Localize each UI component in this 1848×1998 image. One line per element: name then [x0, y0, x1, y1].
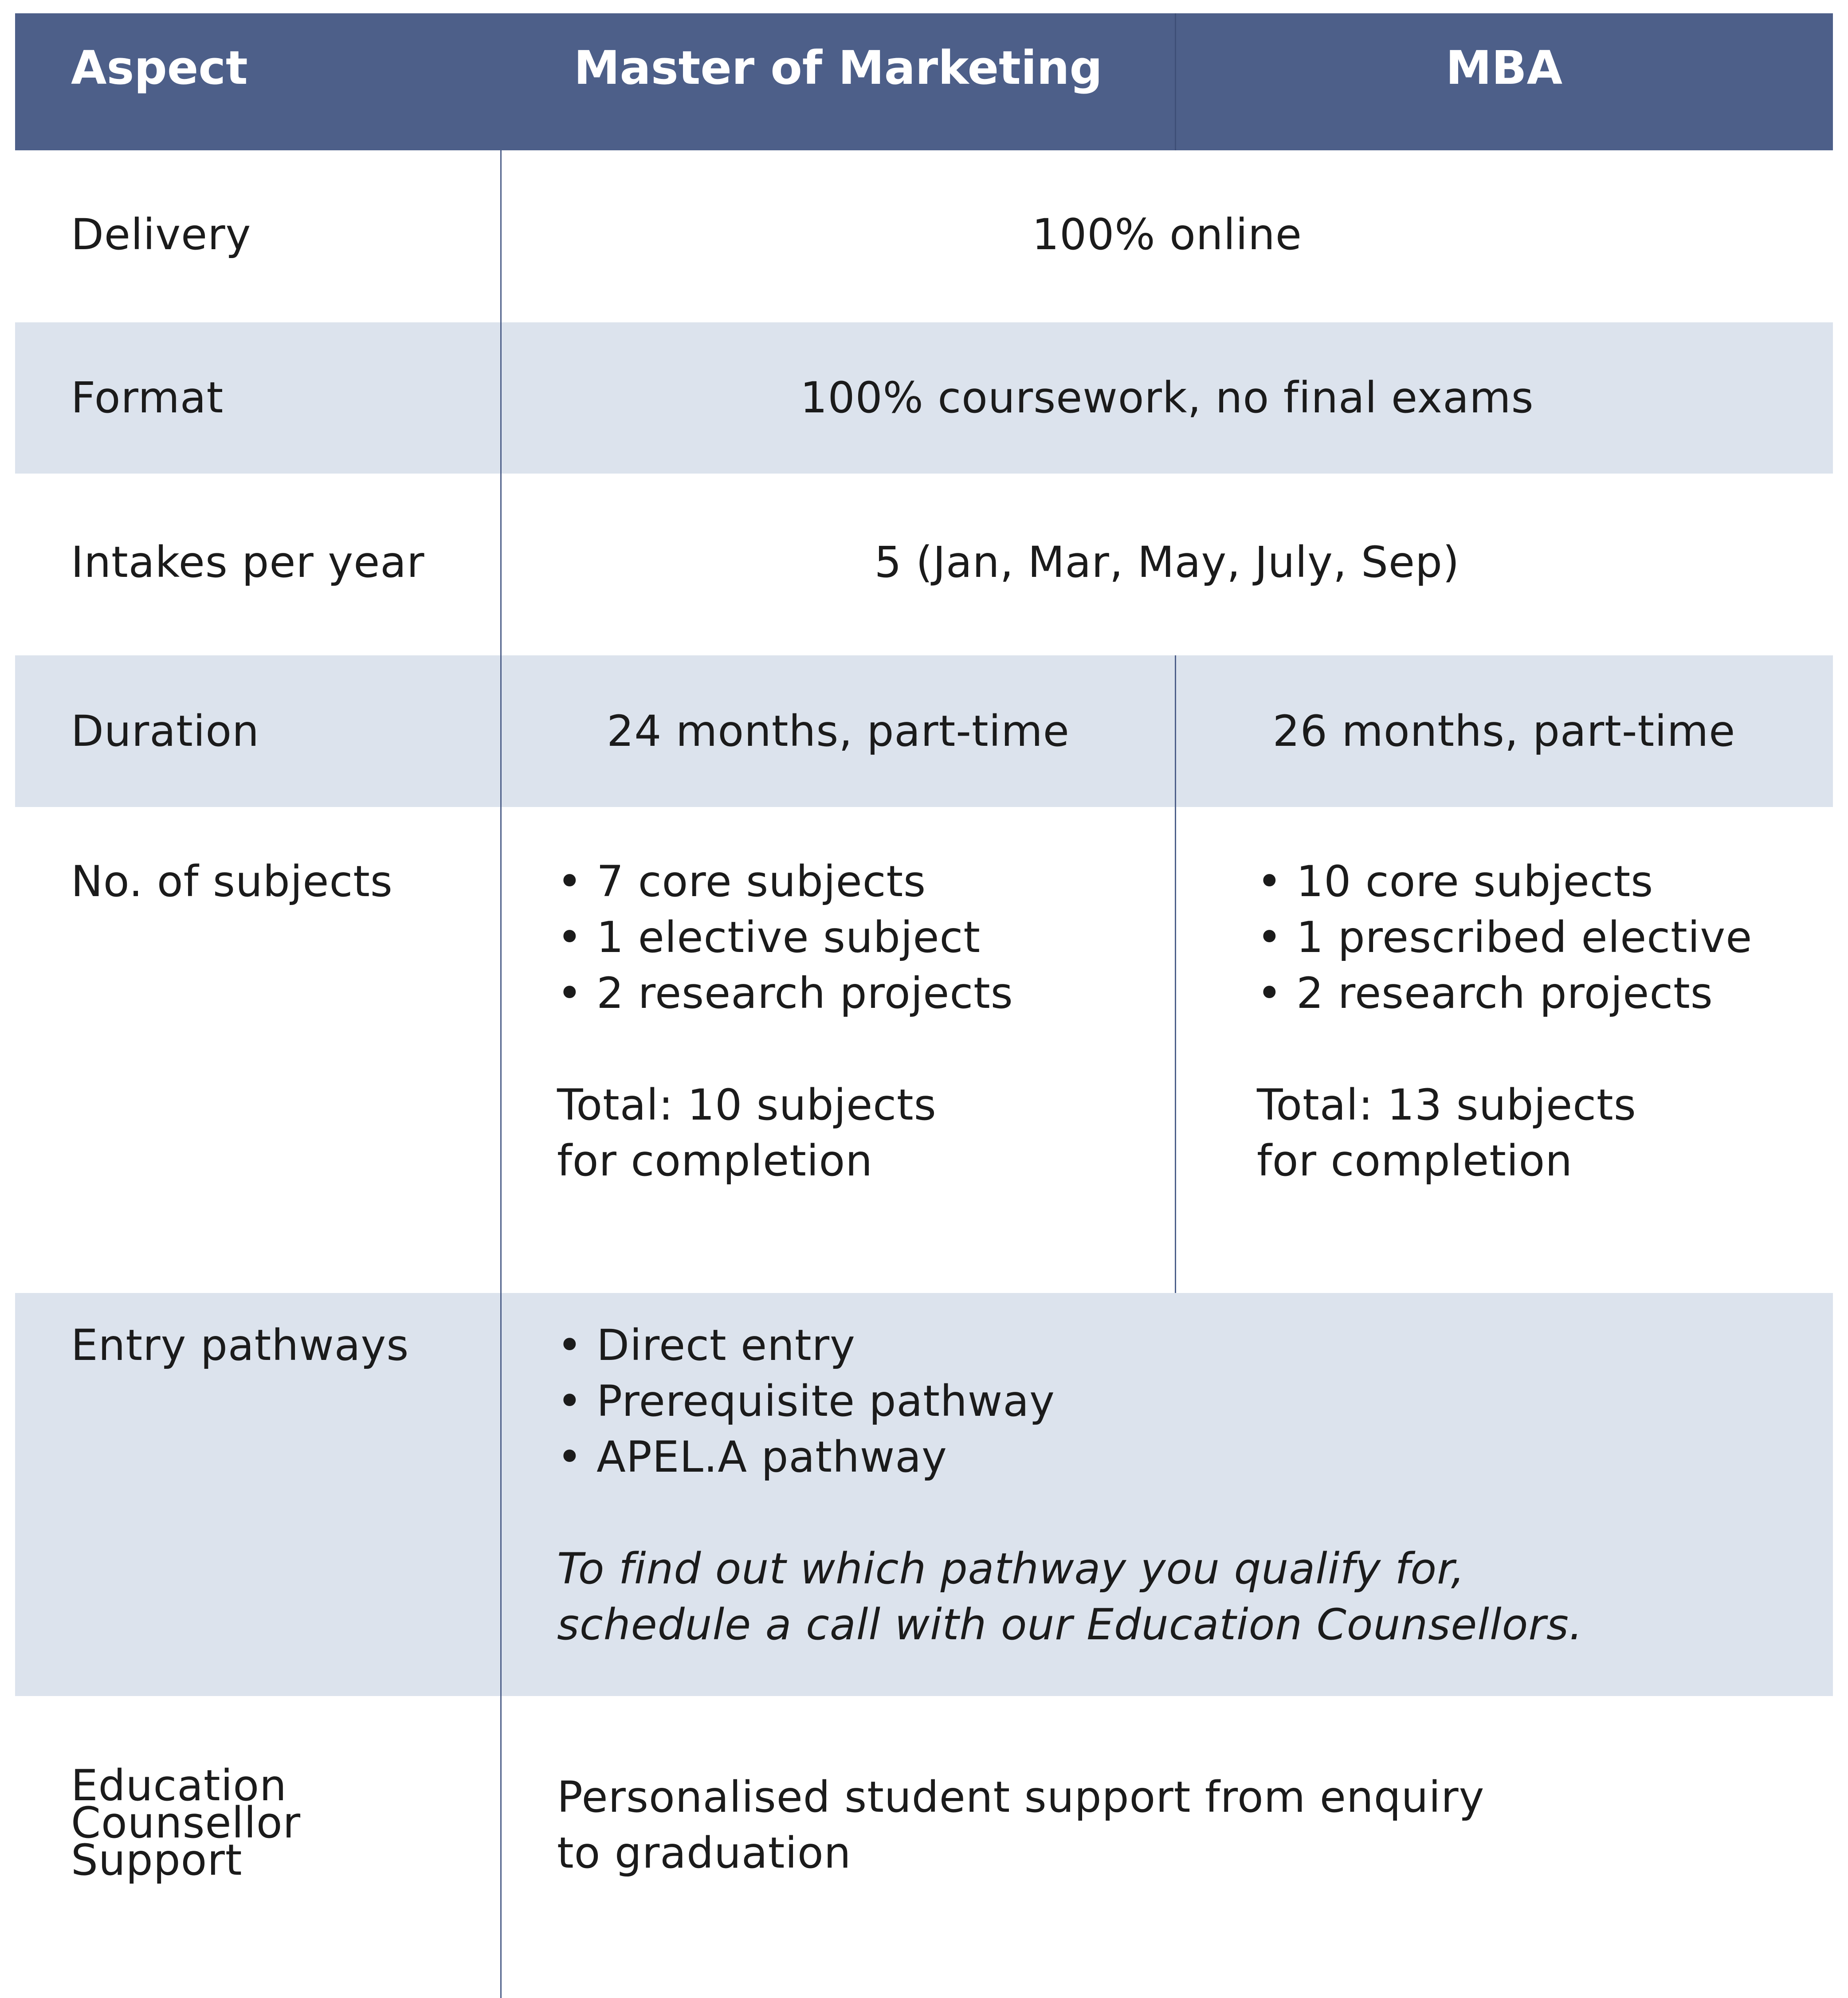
list-item: • 1 prescribed elective	[1257, 909, 1829, 965]
row-label: Entry pathways	[71, 1320, 409, 1370]
comparison-table	[15, 13, 1833, 1998]
header-master-of-marketing: Master of Marketing	[574, 41, 1103, 95]
row-delivery	[15, 150, 1833, 322]
row-label: Delivery	[71, 210, 251, 259]
header-mba: MBA	[1445, 41, 1563, 95]
list-item: • 2 research projects	[557, 965, 1175, 1021]
row-label: Format	[71, 373, 224, 423]
subjects-total-suffix: for completion	[1257, 1136, 1573, 1186]
list-item: • Direct entry	[557, 1317, 1825, 1373]
list-item: • APEL.A pathway	[557, 1429, 1825, 1485]
duration-master-of-marketing: 24 months, part-time	[607, 706, 1070, 756]
support-value	[557, 1769, 1825, 1881]
subjects-total: Total: 13 subjects	[1257, 1080, 1636, 1130]
pathway-note: To find out which pathway you qualify for,	[557, 1544, 1465, 1594]
pathway-note-continued: schedule a call with our Education Counsellors.	[557, 1600, 1583, 1649]
row-label	[71, 1761, 492, 1885]
row-duration	[15, 655, 1833, 807]
header-aspect: Aspect	[71, 41, 248, 95]
row-format	[15, 322, 1833, 474]
subjects-total: Total: 10 subjects	[557, 1080, 937, 1130]
list-item: • 10 core subjects	[1257, 854, 1829, 909]
format-value: 100% coursework, no final exams	[800, 373, 1534, 423]
row-support	[15, 1696, 1833, 1998]
row-subjects	[15, 807, 1833, 1293]
entry-pathways-value	[557, 1317, 1825, 1653]
list-item: • 1 elective subject	[557, 909, 1175, 965]
list-item: • 7 core subjects	[557, 854, 1175, 909]
subjects-mba	[1257, 854, 1829, 1189]
list-item: • Prerequisite pathway	[557, 1373, 1825, 1429]
column-divider-header	[1175, 13, 1176, 150]
row-label: Duration	[71, 706, 259, 756]
duration-mba: 26 months, part-time	[1272, 706, 1736, 756]
row-label: Intakes per year	[71, 537, 425, 587]
row-label-line: Counsellor	[71, 1798, 301, 1848]
support-text-continued: to graduation	[557, 1828, 851, 1878]
support-text: Personalised student support from enquiry	[557, 1772, 1485, 1822]
column-divider-aspect	[500, 13, 502, 1998]
row-entry-pathways	[15, 1293, 1833, 1696]
subject-list	[557, 854, 1175, 1021]
pathway-list	[557, 1317, 1825, 1485]
subjects-total-suffix: for completion	[557, 1136, 873, 1186]
subject-list	[1257, 854, 1829, 1021]
header-row	[15, 13, 1833, 150]
list-item: • 2 research projects	[1257, 965, 1829, 1021]
intakes-value: 5 (Jan, Mar, May, July, Sep)	[874, 537, 1460, 587]
row-label-line: Support	[71, 1835, 243, 1885]
row-intakes	[15, 474, 1833, 655]
subjects-master-of-marketing	[557, 854, 1175, 1189]
column-divider-programs	[1175, 655, 1176, 1293]
delivery-value: 100% online	[1032, 210, 1302, 259]
row-label-line: Education	[71, 1761, 287, 1810]
row-label: No. of subjects	[71, 857, 393, 906]
